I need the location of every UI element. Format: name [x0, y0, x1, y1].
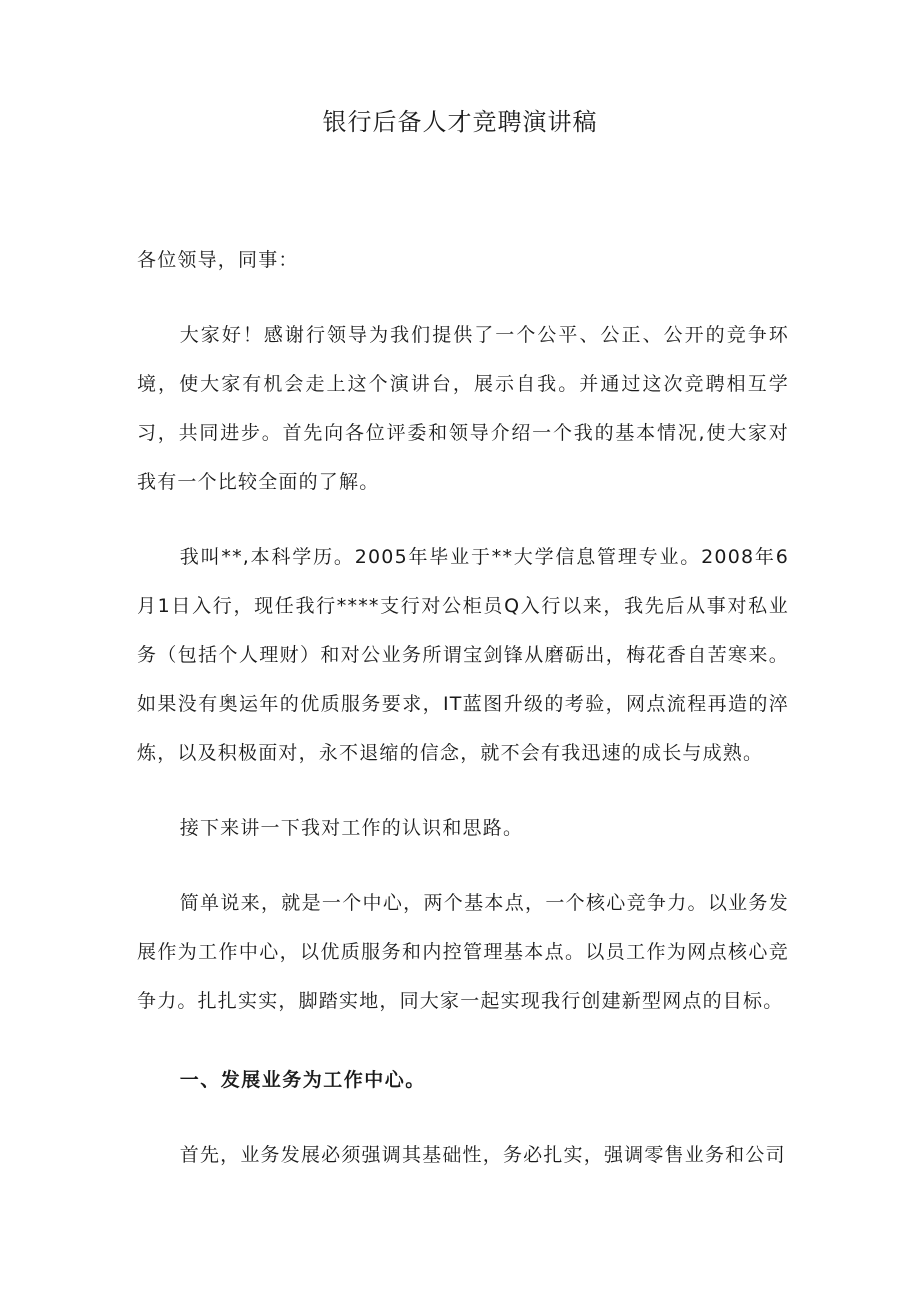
paragraph-greeting: 大家好！感谢行领导为我们提供了一个公平、公正、公开的竞争环境，使大家有机会走上这个演讲台，展示自我。并通过这次竞聘相互学习，共同进步。首先向各位评委和领导介绍一个我的基本情况,使大家对我有一个比较全面的了解。 [137, 324, 789, 493]
section-heading: 一、发展业务为工作中心。 [179, 1069, 426, 1091]
document-title: 银行后备人才竞聘演讲稿 [322, 108, 598, 136]
paragraph-introduction: 我叫**,本科学历。2005年毕业于**大学信息管理专业。2008年6月1日入行，现任我行****支行对公柜员Q入行以来，我先后从事对私业务（包括个人理财）和对公业务所谓宝剑锋从磨砺出，梅花香自苦寒来。如果没有奥运年的优质服务要求，IT蓝图升级的考验，网点流程再造的淬炼，以及积极面对，永不退缩的信念，就不会有我迅速的成长与成熟。 [137, 546, 789, 764]
document-body [137, 236, 789, 1180]
paragraph-section-start: 首先，业务发展必须强调其基础性，务必扎实，强调零售业务和公司 [179, 1144, 786, 1166]
paragraph-transition: 接下来讲一下我对工作的认识和思路。 [179, 817, 524, 839]
paragraph-summary: 简单说来，就是一个中心，两个基本点，一个核心竞争力。以业务发展作为工作中心，以优质服务和内控管理基本点。以员工作为网点核心竞争力。扎扎实实，脚踏实地，同大家一起实现我行创建新型网点的目标。 [137, 892, 789, 1012]
salutation: 各位领导，同事： [137, 249, 299, 271]
